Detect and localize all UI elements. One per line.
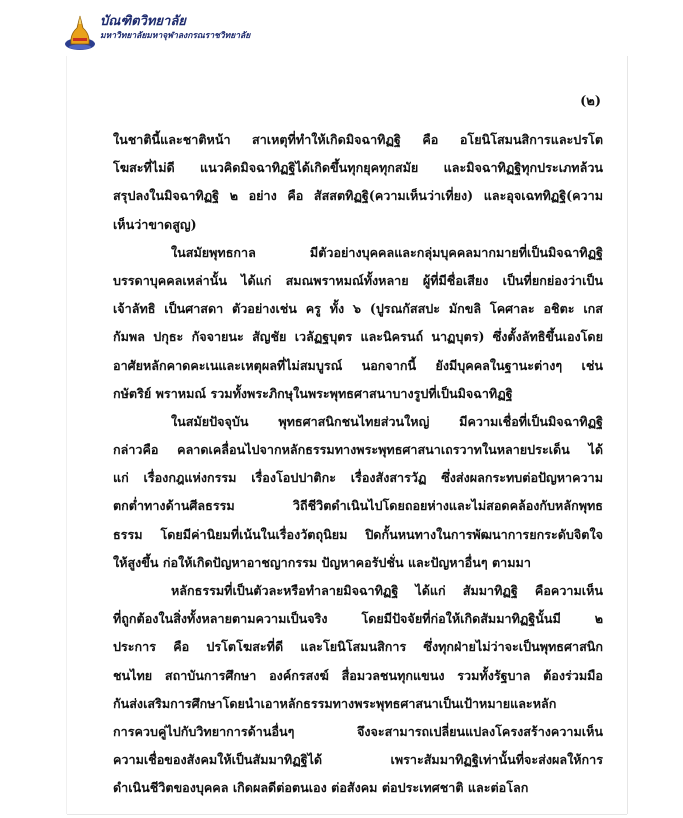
text-line: ตกต่ำทางด้านศีลธรรม วิถีชีวิตดำเนินไปโดยถอยห่างและไม่สอดคล้องกับหลักพุทธ — [113, 498, 603, 514]
text-line: ให้สูงขึ้น ก่อให้เกิดปัญหาอาชญากรรม ปัญหาคอรัปชั่น และปัญหาอื่นๆ ตามมา — [113, 554, 531, 570]
university-chedi-emblem-icon — [64, 14, 96, 52]
text-line: การควบคู่ไปกับวิทยาการด้านอื่นๆ จึงจะสามารถเปลี่ยนแปลงโครงสร้างความเห็น — [113, 723, 603, 739]
text-line: ในชาตินี้และชาติหน้า สาเหตุที่ทำให้เกิดมิจฉาทิฏฐิ คือ อโยนิโสมนสิการและปรโต — [113, 132, 603, 147]
text-line: ความเชื่อของสังคมให้เป็นสัมมาทิฏฐิได้ เพราะสัมมาทิฏฐิเท่านั้นที่จะส่งผลให้การ — [113, 752, 603, 768]
text-line: กัมพล ปกุธะ กัจจายนะ สัญชัย เวลัฏฐบุตร และนิครนถ์ นาฏบุตร) ซึ่งตั้งลัทธิขึ้นเองโดย — [113, 329, 603, 345]
page-number: (๒) — [580, 94, 601, 109]
text-line: สรุปลงในมิจฉาทิฏฐิ ๒ อย่าง คือ สัสสตทิฏฐิ(ความเห็นว่าเที่ยง) และอุจเฉททิฏฐิ(ความ — [113, 188, 603, 204]
university-name: มหาวิทยาลัยมหาจุฬาลงกรณราชวิทยาลัย — [100, 31, 251, 41]
text-line: ธรรม โดยมีค่านิยมที่เน้นในเรื่องวัตถุนิยม ปิดกั้นหนทางในการพัฒนาการยกระดับจิตใจ — [113, 526, 603, 542]
text-line: ในสมัยพุทธกาล มีตัวอย่างบุคคลและกลุ่มบุคคลมากมายที่เป็นมิจฉาทิฏฐิ — [171, 244, 603, 260]
text-line: เจ้าลัทธิ เป็นศาสดา ตัวอย่างเช่น ครู ทั้ง ๖ (ปูรณกัสสปะ มักขลิ โคศาละ อชิตะ เกส — [113, 301, 603, 317]
text-line: ชนไทย สถาบันการศึกษา องค์กรสงฆ์ สื่อมวลชนทุกแขนง รวมทั้งรัฐบาล ต้องร่วมมือ — [113, 667, 603, 683]
header-text — [100, 14, 300, 42]
text-line: บรรดาบุคคลเหล่านั้น ได้แก่ สมณพราหมณ์ทั้งหลาย ผู้ที่มีชื่อเสียง เป็นที่ยกย่องว่าเป็น — [113, 272, 603, 288]
text-line: ที่ถูกต้องในสิ่งทั้งหลายตามความเป็นจริง โดยมีปัจจัยที่ก่อให้เกิดสัมมาทิฏฐินั้นมี ๒ — [113, 611, 603, 627]
text-line: กษัตริย์ พราหมณ์ รวมทั้งพระภิกษุในพระพุทธศาสนาบางรูปที่เป็นมิจฉาทิฏฐิ — [113, 385, 513, 401]
text-line: กันส่งเสริมการศึกษาโดยนำเอาหลักธรรมทางพระพุทธศาสนาเป็นเป้าหมายและหลัก — [113, 695, 557, 711]
document-body — [113, 126, 603, 803]
text-line: เห็นว่าขาดสูญ) — [113, 216, 197, 232]
graduate-school-name: บัณฑิตวิทยาลัย — [100, 14, 186, 29]
text-line: โฆสะที่ไม่ดี แนวคิดมิจฉาทิฏฐิได้เกิดขึ้นทุกยุคทุกสมัย และมิจฉาทิฏฐิทุกประเภทล้วน — [113, 160, 603, 176]
text-line: หลักธรรมที่เป็นตัวละหรือทำลายมิจฉาทิฏฐิ ได้แก่ สัมมาทิฏฐิ คือความเห็น — [171, 583, 603, 598]
text-line: ดำเนินชีวิตของบุคคล เกิดผลดีต่อตนเอง ต่อสังคม ต่อประเทศชาติ และต่อโลก — [113, 780, 529, 796]
text-line: แก่ เรื่องกฎแห่งกรรม เรื่องโอปปาติกะ เรื่องสังสารวัฏ ซึ่งส่งผลกระทบต่อปัญหาความ — [113, 470, 603, 486]
text-line: ประการ คือ ปรโตโฆสะที่ดี และโยนิโสมนสิการ ซึ่งทุกฝ่ายไม่ว่าจะเป็นพุทธศาสนิก — [113, 639, 603, 655]
document-page — [67, 56, 627, 814]
text-line: กล่าวคือ คลาดเคลื่อนไปจากหลักธรรมทางพระพุทธศาสนาเถรวาทในหลายประเด็น ได้ — [113, 442, 603, 458]
text-line: อาศัยหลักคาดคะเนและเหตุผลที่ไม่สมบูรณ์ นอกจากนี้ ยังมีบุคคลในฐานะต่างๆ เช่น — [113, 357, 603, 373]
text-line: ในสมัยปัจจุบัน พุทธศาสนิกชนไทยส่วนใหญ่ มีความเชื่อที่เป็นมิจฉาทิฏฐิ — [171, 413, 603, 429]
